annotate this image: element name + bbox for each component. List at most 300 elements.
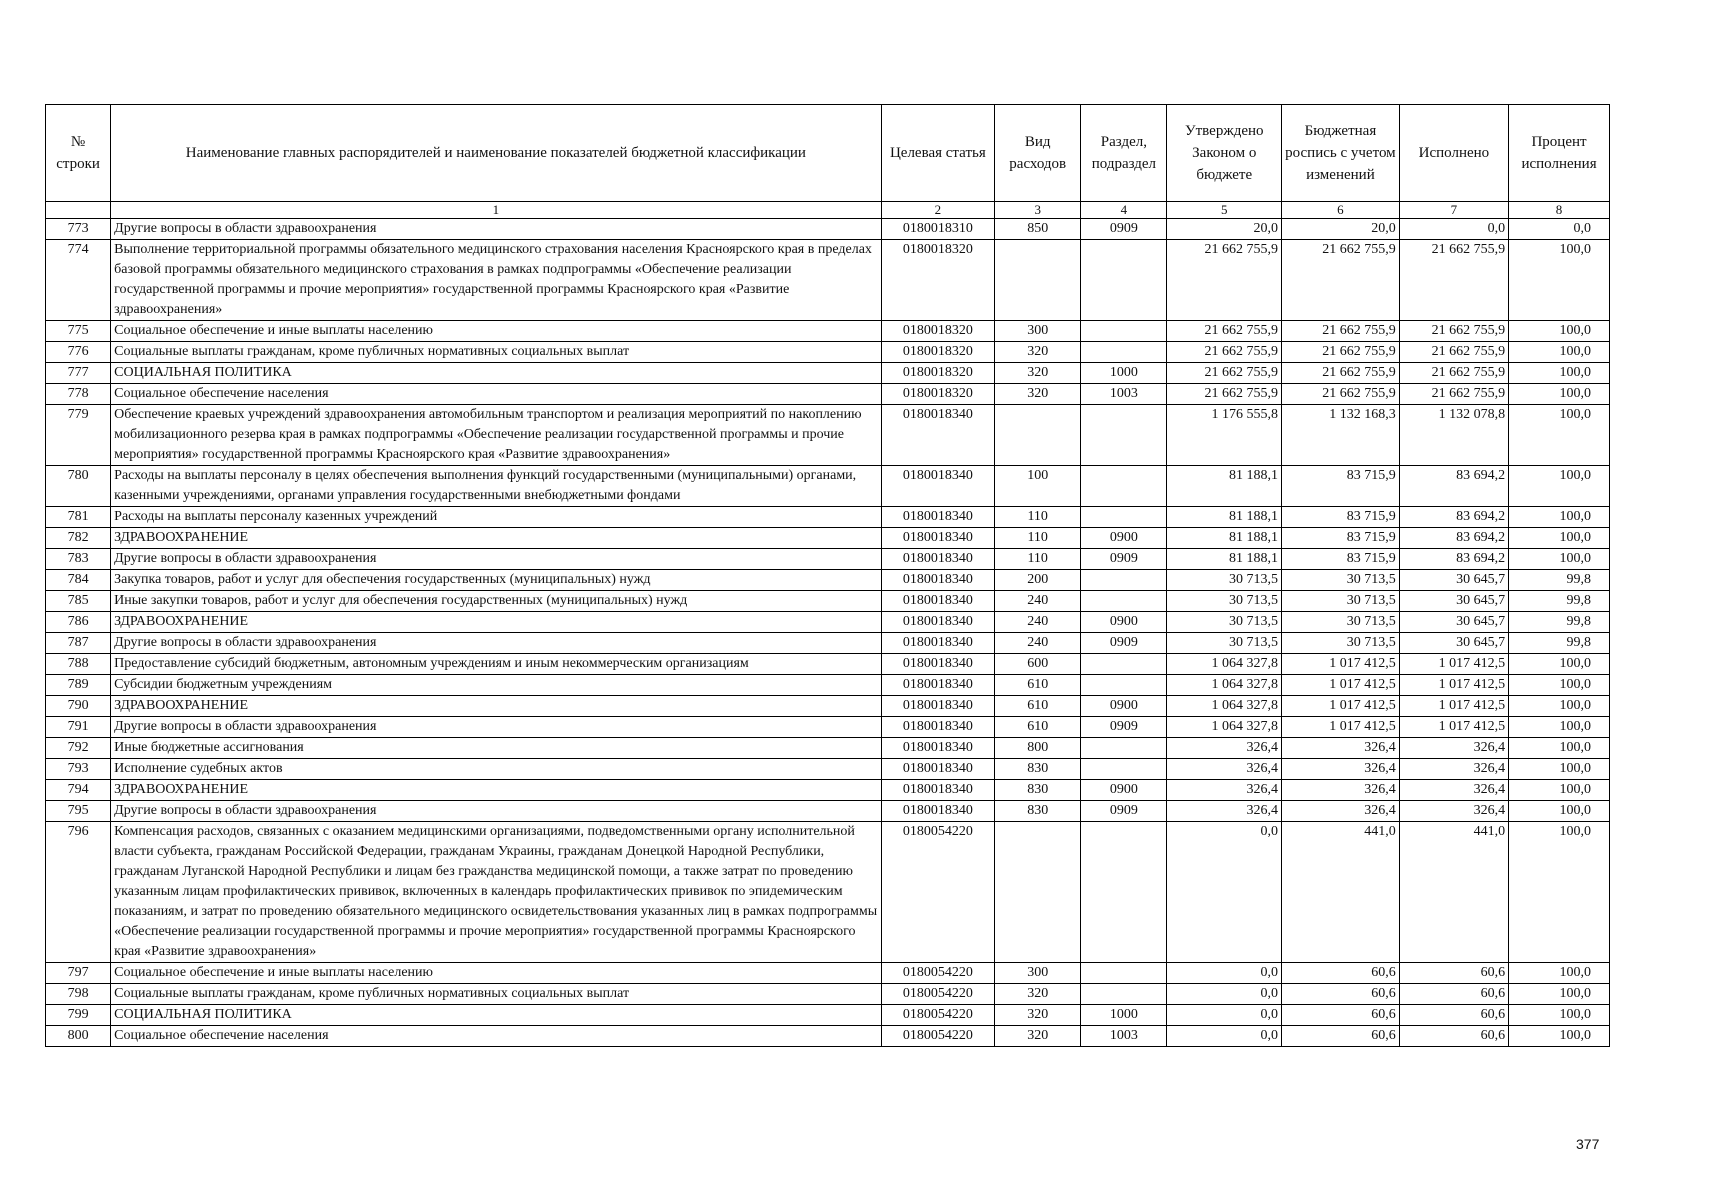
percent-cell: 100,0 — [1509, 738, 1610, 759]
expense-type-cell: 320 — [995, 1005, 1081, 1026]
executed-cell: 1 017 412,5 — [1399, 654, 1508, 675]
table-row — [46, 696, 1610, 717]
header-section: Раздел, подраздел — [1081, 105, 1167, 202]
section-cell: 0909 — [1081, 801, 1167, 822]
executed-cell: 60,6 — [1399, 1026, 1508, 1047]
table-row — [46, 963, 1610, 984]
target-article-cell: 0180018340 — [881, 405, 995, 466]
section-cell — [1081, 759, 1167, 780]
row-number-cell: 793 — [46, 759, 111, 780]
percent-cell: 100,0 — [1509, 342, 1610, 363]
executed-cell: 326,4 — [1399, 759, 1508, 780]
row-number-cell: 783 — [46, 549, 111, 570]
executed-cell: 60,6 — [1399, 963, 1508, 984]
table-row — [46, 612, 1610, 633]
executed-cell: 30 645,7 — [1399, 633, 1508, 654]
percent-cell: 99,8 — [1509, 612, 1610, 633]
table-row — [46, 405, 1610, 466]
row-number-cell: 782 — [46, 528, 111, 549]
target-article-cell: 0180018340 — [881, 717, 995, 738]
section-cell — [1081, 822, 1167, 963]
budget-schedule-cell: 1 017 412,5 — [1282, 717, 1400, 738]
percent-cell: 100,0 — [1509, 363, 1610, 384]
target-article-cell: 0180018320 — [881, 240, 995, 321]
approved-cell: 21 662 755,9 — [1167, 384, 1282, 405]
percent-cell: 100,0 — [1509, 321, 1610, 342]
target-article-cell: 0180018320 — [881, 342, 995, 363]
target-article-cell: 0180018340 — [881, 466, 995, 507]
section-cell: 1003 — [1081, 384, 1167, 405]
row-name-cell: Расходы на выплаты персоналу казенных учреждений — [111, 507, 881, 528]
executed-cell: 441,0 — [1399, 822, 1508, 963]
row-name-cell: Компенсация расходов, связанных с оказанием медицинскими организациями, подведомственными органу исполнительной власти субъекта, гражданам Российской Федерации, гражданам Украины, гражданам Донецкой Народной Республики, гражданам Луганской Народной Республики и лицам без гражданства медицинской помощи, а также затрат по проведению указанным лицам профилактических прививок, включенных в календарь профилактических прививок по эпидемическим показаниям, и затрат по проведению обязательного медицинского освидетельствования указанных лиц в рамках подпрограммы «Обеспечение реализации государственной программы и прочие мероприятия» государственной программы Красноярского края «Развитие здравоохранения» — [111, 822, 881, 963]
row-name-cell: Исполнение судебных актов — [111, 759, 881, 780]
expense-type-cell — [995, 822, 1081, 963]
row-name-cell: Социальное обеспечение и иные выплаты населению — [111, 321, 881, 342]
budget-schedule-cell: 1 017 412,5 — [1282, 654, 1400, 675]
budget-schedule-cell: 83 715,9 — [1282, 549, 1400, 570]
target-article-cell: 0180018320 — [881, 363, 995, 384]
percent-cell: 99,8 — [1509, 570, 1610, 591]
expense-type-cell: 320 — [995, 1026, 1081, 1047]
table-row — [46, 1005, 1610, 1026]
section-cell — [1081, 466, 1167, 507]
budget-schedule-cell: 30 713,5 — [1282, 591, 1400, 612]
row-number-cell: 773 — [46, 219, 111, 240]
column-number: 1 — [111, 202, 881, 219]
budget-schedule-cell: 21 662 755,9 — [1282, 240, 1400, 321]
percent-cell: 100,0 — [1509, 405, 1610, 466]
table-body — [46, 219, 1610, 1047]
table-row — [46, 759, 1610, 780]
section-cell: 0900 — [1081, 780, 1167, 801]
approved-cell: 21 662 755,9 — [1167, 363, 1282, 384]
approved-cell: 21 662 755,9 — [1167, 240, 1282, 321]
table-row — [46, 675, 1610, 696]
table-row — [46, 984, 1610, 1005]
row-number-cell: 775 — [46, 321, 111, 342]
section-cell: 0909 — [1081, 717, 1167, 738]
header-approved: Утверждено Законом о бюджете — [1167, 105, 1282, 202]
approved-cell: 30 713,5 — [1167, 591, 1282, 612]
row-name-cell: ЗДРАВООХРАНЕНИЕ — [111, 612, 881, 633]
budget-schedule-cell: 326,4 — [1282, 759, 1400, 780]
row-name-cell: Другие вопросы в области здравоохранения — [111, 633, 881, 654]
table-row — [46, 801, 1610, 822]
executed-cell: 21 662 755,9 — [1399, 363, 1508, 384]
row-name-cell: ЗДРАВООХРАНЕНИЕ — [111, 696, 881, 717]
row-number-cell: 780 — [46, 466, 111, 507]
expense-type-cell: 830 — [995, 759, 1081, 780]
row-name-cell: Социальные выплаты гражданам, кроме публичных нормативных социальных выплат — [111, 984, 881, 1005]
section-cell: 0900 — [1081, 528, 1167, 549]
percent-cell: 99,8 — [1509, 591, 1610, 612]
target-article-cell: 0180054220 — [881, 963, 995, 984]
approved-cell: 30 713,5 — [1167, 633, 1282, 654]
expense-type-cell: 320 — [995, 384, 1081, 405]
table-row — [46, 240, 1610, 321]
row-name-cell: Социальные выплаты гражданам, кроме публичных нормативных социальных выплат — [111, 342, 881, 363]
approved-cell: 1 064 327,8 — [1167, 717, 1282, 738]
executed-cell: 83 694,2 — [1399, 466, 1508, 507]
row-number-cell: 778 — [46, 384, 111, 405]
section-cell: 0909 — [1081, 549, 1167, 570]
expense-type-cell: 110 — [995, 507, 1081, 528]
target-article-cell: 0180018340 — [881, 759, 995, 780]
approved-cell: 0,0 — [1167, 1005, 1282, 1026]
target-article-cell: 0180018320 — [881, 384, 995, 405]
row-name-cell: Расходы на выплаты персоналу в целях обеспечения выполнения функций государственными (муниципальными) органами, казенными учреждениями, органами управления государственными внебюджетными фондами — [111, 466, 881, 507]
target-article-cell: 0180018340 — [881, 591, 995, 612]
budget-table-sheet — [45, 104, 1610, 1047]
row-number-cell: 779 — [46, 405, 111, 466]
executed-cell: 326,4 — [1399, 738, 1508, 759]
header-executed: Исполнено — [1399, 105, 1508, 202]
percent-cell: 100,0 — [1509, 384, 1610, 405]
row-name-cell: Другие вопросы в области здравоохранения — [111, 219, 881, 240]
expense-type-cell: 830 — [995, 780, 1081, 801]
page-number: 377 — [1576, 1136, 1600, 1152]
budget-schedule-cell: 21 662 755,9 — [1282, 342, 1400, 363]
percent-cell: 100,0 — [1509, 963, 1610, 984]
table-row — [46, 507, 1610, 528]
row-name-cell: ЗДРАВООХРАНЕНИЕ — [111, 528, 881, 549]
row-number-cell: 792 — [46, 738, 111, 759]
expense-type-cell: 300 — [995, 321, 1081, 342]
target-article-cell: 0180054220 — [881, 1026, 995, 1047]
executed-cell: 1 132 078,8 — [1399, 405, 1508, 466]
table-row — [46, 570, 1610, 591]
budget-schedule-cell: 83 715,9 — [1282, 466, 1400, 507]
expense-type-cell: 830 — [995, 801, 1081, 822]
executed-cell: 0,0 — [1399, 219, 1508, 240]
percent-cell: 0,0 — [1509, 219, 1610, 240]
table-row — [46, 466, 1610, 507]
budget-schedule-cell: 21 662 755,9 — [1282, 363, 1400, 384]
expense-type-cell: 300 — [995, 963, 1081, 984]
approved-cell: 326,4 — [1167, 780, 1282, 801]
executed-cell: 21 662 755,9 — [1399, 240, 1508, 321]
budget-schedule-cell: 21 662 755,9 — [1282, 384, 1400, 405]
executed-cell: 21 662 755,9 — [1399, 321, 1508, 342]
executed-cell: 83 694,2 — [1399, 549, 1508, 570]
percent-cell: 100,0 — [1509, 759, 1610, 780]
executed-cell: 21 662 755,9 — [1399, 384, 1508, 405]
budget-schedule-cell: 30 713,5 — [1282, 570, 1400, 591]
table-row — [46, 363, 1610, 384]
approved-cell: 1 064 327,8 — [1167, 654, 1282, 675]
executed-cell: 30 645,7 — [1399, 570, 1508, 591]
expense-type-cell: 800 — [995, 738, 1081, 759]
table-row — [46, 717, 1610, 738]
executed-cell: 1 017 412,5 — [1399, 675, 1508, 696]
row-name-cell: Другие вопросы в области здравоохранения — [111, 549, 881, 570]
row-number-cell: 774 — [46, 240, 111, 321]
table-row — [46, 549, 1610, 570]
row-number-cell: 797 — [46, 963, 111, 984]
section-cell — [1081, 675, 1167, 696]
row-number-cell: 781 — [46, 507, 111, 528]
executed-cell: 83 694,2 — [1399, 528, 1508, 549]
percent-cell: 99,8 — [1509, 633, 1610, 654]
section-cell: 1003 — [1081, 1026, 1167, 1047]
row-name-cell: СОЦИАЛЬНАЯ ПОЛИТИКА — [111, 1005, 881, 1026]
expense-type-cell: 320 — [995, 363, 1081, 384]
row-name-cell: Другие вопросы в области здравоохранения — [111, 717, 881, 738]
target-article-cell: 0180018340 — [881, 570, 995, 591]
target-article-cell: 0180018320 — [881, 321, 995, 342]
expense-type-cell: 600 — [995, 654, 1081, 675]
header-budget-schedule: Бюджетная роспись с учетом изменений — [1282, 105, 1400, 202]
percent-cell: 100,0 — [1509, 528, 1610, 549]
section-cell — [1081, 570, 1167, 591]
expense-type-cell: 610 — [995, 675, 1081, 696]
header-expense-type: Вид расходов — [995, 105, 1081, 202]
row-number-cell: 785 — [46, 591, 111, 612]
executed-cell: 326,4 — [1399, 801, 1508, 822]
expense-type-cell — [995, 240, 1081, 321]
row-number-cell: 784 — [46, 570, 111, 591]
section-cell: 1000 — [1081, 363, 1167, 384]
executed-cell: 326,4 — [1399, 780, 1508, 801]
budget-execution-table — [45, 104, 1610, 1047]
row-number-cell: 790 — [46, 696, 111, 717]
section-cell: 1000 — [1081, 1005, 1167, 1026]
section-cell — [1081, 507, 1167, 528]
approved-cell: 1 064 327,8 — [1167, 675, 1282, 696]
column-number-blank — [46, 202, 111, 219]
budget-schedule-cell: 30 713,5 — [1282, 633, 1400, 654]
approved-cell: 1 176 555,8 — [1167, 405, 1282, 466]
row-name-cell: Предоставление субсидий бюджетным, автономным учреждениям и иным некоммерческим организациям — [111, 654, 881, 675]
row-number-cell: 796 — [46, 822, 111, 963]
percent-cell: 100,0 — [1509, 240, 1610, 321]
percent-cell: 100,0 — [1509, 822, 1610, 963]
budget-schedule-cell: 326,4 — [1282, 801, 1400, 822]
row-number-cell: 791 — [46, 717, 111, 738]
executed-cell: 30 645,7 — [1399, 591, 1508, 612]
approved-cell: 1 064 327,8 — [1167, 696, 1282, 717]
target-article-cell: 0180018340 — [881, 675, 995, 696]
budget-schedule-cell: 441,0 — [1282, 822, 1400, 963]
column-number: 7 — [1399, 202, 1508, 219]
percent-cell: 100,0 — [1509, 466, 1610, 507]
row-number-cell: 786 — [46, 612, 111, 633]
row-number-cell: 795 — [46, 801, 111, 822]
expense-type-cell — [995, 405, 1081, 466]
column-number: 8 — [1509, 202, 1610, 219]
approved-cell: 21 662 755,9 — [1167, 321, 1282, 342]
section-cell: 0900 — [1081, 612, 1167, 633]
row-number-cell: 789 — [46, 675, 111, 696]
target-article-cell: 0180054220 — [881, 984, 995, 1005]
percent-cell: 100,0 — [1509, 717, 1610, 738]
expense-type-cell: 200 — [995, 570, 1081, 591]
approved-cell: 81 188,1 — [1167, 549, 1282, 570]
row-name-cell: Обеспечение краевых учреждений здравоохранения автомобильным транспортом и реализация мероприятий по накоплению мобилизационного резерва края в рамках подпрограммы «Обеспечение реализации государственной программы и прочие мероприятия» государственной программы Красноярского края «Развитие здравоохранения» — [111, 405, 881, 466]
row-name-cell: Субсидии бюджетным учреждениям — [111, 675, 881, 696]
table-row — [46, 384, 1610, 405]
percent-cell: 100,0 — [1509, 984, 1610, 1005]
section-cell — [1081, 591, 1167, 612]
executed-cell: 60,6 — [1399, 984, 1508, 1005]
budget-schedule-cell: 30 713,5 — [1282, 612, 1400, 633]
target-article-cell: 0180018340 — [881, 549, 995, 570]
budget-schedule-cell: 60,6 — [1282, 984, 1400, 1005]
table-row — [46, 654, 1610, 675]
percent-cell: 100,0 — [1509, 780, 1610, 801]
section-cell — [1081, 405, 1167, 466]
target-article-cell: 0180018340 — [881, 528, 995, 549]
row-number-cell: 799 — [46, 1005, 111, 1026]
row-number-cell: 787 — [46, 633, 111, 654]
header-target-article: Целевая статья — [881, 105, 995, 202]
executed-cell: 83 694,2 — [1399, 507, 1508, 528]
row-name-cell: Другие вопросы в области здравоохранения — [111, 801, 881, 822]
row-name-cell: Иные закупки товаров, работ и услуг для обеспечения государственных (муниципальных) нужд — [111, 591, 881, 612]
approved-cell: 0,0 — [1167, 1026, 1282, 1047]
table-row — [46, 822, 1610, 963]
target-article-cell: 0180018340 — [881, 612, 995, 633]
budget-schedule-cell: 326,4 — [1282, 780, 1400, 801]
table-row — [46, 1026, 1610, 1047]
percent-cell: 100,0 — [1509, 507, 1610, 528]
row-name-cell: Социальное обеспечение населения — [111, 1026, 881, 1047]
budget-schedule-cell: 83 715,9 — [1282, 528, 1400, 549]
row-number-cell: 777 — [46, 363, 111, 384]
header-percent: Процент исполнения — [1509, 105, 1610, 202]
row-name-cell: Выполнение территориальной программы обязательного медицинского страхования населения Красноярского края в пределах базовой программы обязательного медицинского страхования в рамках подпрограммы «Обеспечение реализации государственной программы и прочие мероприятия» государственной программы Красноярского края «Развитие здравоохранения» — [111, 240, 881, 321]
header-name: Наименование главных распорядителей и наименование показателей бюджетной классификации — [111, 105, 881, 202]
expense-type-cell: 240 — [995, 612, 1081, 633]
percent-cell: 100,0 — [1509, 675, 1610, 696]
budget-schedule-cell: 60,6 — [1282, 1005, 1400, 1026]
percent-cell: 100,0 — [1509, 696, 1610, 717]
header-row-number: № строки — [46, 105, 111, 202]
table-row — [46, 321, 1610, 342]
budget-schedule-cell: 21 662 755,9 — [1282, 321, 1400, 342]
percent-cell: 100,0 — [1509, 549, 1610, 570]
row-number-cell: 794 — [46, 780, 111, 801]
expense-type-cell: 610 — [995, 696, 1081, 717]
column-number: 3 — [995, 202, 1081, 219]
approved-cell: 326,4 — [1167, 759, 1282, 780]
expense-type-cell: 240 — [995, 591, 1081, 612]
executed-cell: 21 662 755,9 — [1399, 342, 1508, 363]
row-number-cell: 800 — [46, 1026, 111, 1047]
row-name-cell: Социальное обеспечение населения — [111, 384, 881, 405]
row-number-cell: 776 — [46, 342, 111, 363]
budget-schedule-cell: 1 132 168,3 — [1282, 405, 1400, 466]
approved-cell: 0,0 — [1167, 984, 1282, 1005]
target-article-cell: 0180018340 — [881, 801, 995, 822]
budget-schedule-cell: 60,6 — [1282, 963, 1400, 984]
percent-cell: 100,0 — [1509, 654, 1610, 675]
expense-type-cell: 110 — [995, 528, 1081, 549]
target-article-cell: 0180018340 — [881, 633, 995, 654]
section-cell: 0909 — [1081, 633, 1167, 654]
approved-cell: 20,0 — [1167, 219, 1282, 240]
row-name-cell: Иные бюджетные ассигнования — [111, 738, 881, 759]
budget-schedule-cell: 1 017 412,5 — [1282, 675, 1400, 696]
column-number: 5 — [1167, 202, 1282, 219]
approved-cell: 30 713,5 — [1167, 612, 1282, 633]
row-number-cell: 788 — [46, 654, 111, 675]
column-number: 4 — [1081, 202, 1167, 219]
target-article-cell: 0180054220 — [881, 822, 995, 963]
target-article-cell: 0180018310 — [881, 219, 995, 240]
section-cell — [1081, 963, 1167, 984]
section-cell — [1081, 240, 1167, 321]
column-number-row — [46, 202, 1610, 219]
approved-cell: 30 713,5 — [1167, 570, 1282, 591]
expense-type-cell: 100 — [995, 466, 1081, 507]
budget-schedule-cell: 20,0 — [1282, 219, 1400, 240]
budget-schedule-cell: 326,4 — [1282, 738, 1400, 759]
table-header-row — [46, 105, 1610, 202]
row-number-cell: 798 — [46, 984, 111, 1005]
percent-cell: 100,0 — [1509, 1005, 1610, 1026]
approved-cell: 326,4 — [1167, 738, 1282, 759]
approved-cell: 0,0 — [1167, 822, 1282, 963]
percent-cell: 100,0 — [1509, 1026, 1610, 1047]
table-row — [46, 780, 1610, 801]
budget-schedule-cell: 1 017 412,5 — [1282, 696, 1400, 717]
expense-type-cell: 320 — [995, 342, 1081, 363]
table-row — [46, 528, 1610, 549]
section-cell — [1081, 321, 1167, 342]
executed-cell: 1 017 412,5 — [1399, 717, 1508, 738]
section-cell — [1081, 738, 1167, 759]
target-article-cell: 0180054220 — [881, 1005, 995, 1026]
expense-type-cell: 610 — [995, 717, 1081, 738]
target-article-cell: 0180018340 — [881, 780, 995, 801]
row-name-cell: СОЦИАЛЬНАЯ ПОЛИТИКА — [111, 363, 881, 384]
percent-cell: 100,0 — [1509, 801, 1610, 822]
approved-cell: 0,0 — [1167, 963, 1282, 984]
table-row — [46, 342, 1610, 363]
executed-cell: 30 645,7 — [1399, 612, 1508, 633]
executed-cell: 60,6 — [1399, 1005, 1508, 1026]
executed-cell: 1 017 412,5 — [1399, 696, 1508, 717]
target-article-cell: 0180018340 — [881, 696, 995, 717]
budget-schedule-cell: 83 715,9 — [1282, 507, 1400, 528]
expense-type-cell: 240 — [995, 633, 1081, 654]
table-row — [46, 738, 1610, 759]
budget-schedule-cell: 60,6 — [1282, 1026, 1400, 1047]
row-name-cell: Закупка товаров, работ и услуг для обеспечения государственных (муниципальных) нужд — [111, 570, 881, 591]
expense-type-cell: 110 — [995, 549, 1081, 570]
section-cell — [1081, 984, 1167, 1005]
target-article-cell: 0180018340 — [881, 507, 995, 528]
table-row — [46, 591, 1610, 612]
row-name-cell: Социальное обеспечение и иные выплаты населению — [111, 963, 881, 984]
approved-cell: 81 188,1 — [1167, 466, 1282, 507]
approved-cell: 81 188,1 — [1167, 507, 1282, 528]
expense-type-cell: 320 — [995, 984, 1081, 1005]
column-number: 6 — [1282, 202, 1400, 219]
table-row — [46, 633, 1610, 654]
section-cell — [1081, 342, 1167, 363]
approved-cell: 81 188,1 — [1167, 528, 1282, 549]
section-cell — [1081, 654, 1167, 675]
approved-cell: 326,4 — [1167, 801, 1282, 822]
expense-type-cell: 850 — [995, 219, 1081, 240]
section-cell: 0909 — [1081, 219, 1167, 240]
approved-cell: 21 662 755,9 — [1167, 342, 1282, 363]
row-name-cell: ЗДРАВООХРАНЕНИЕ — [111, 780, 881, 801]
target-article-cell: 0180018340 — [881, 738, 995, 759]
